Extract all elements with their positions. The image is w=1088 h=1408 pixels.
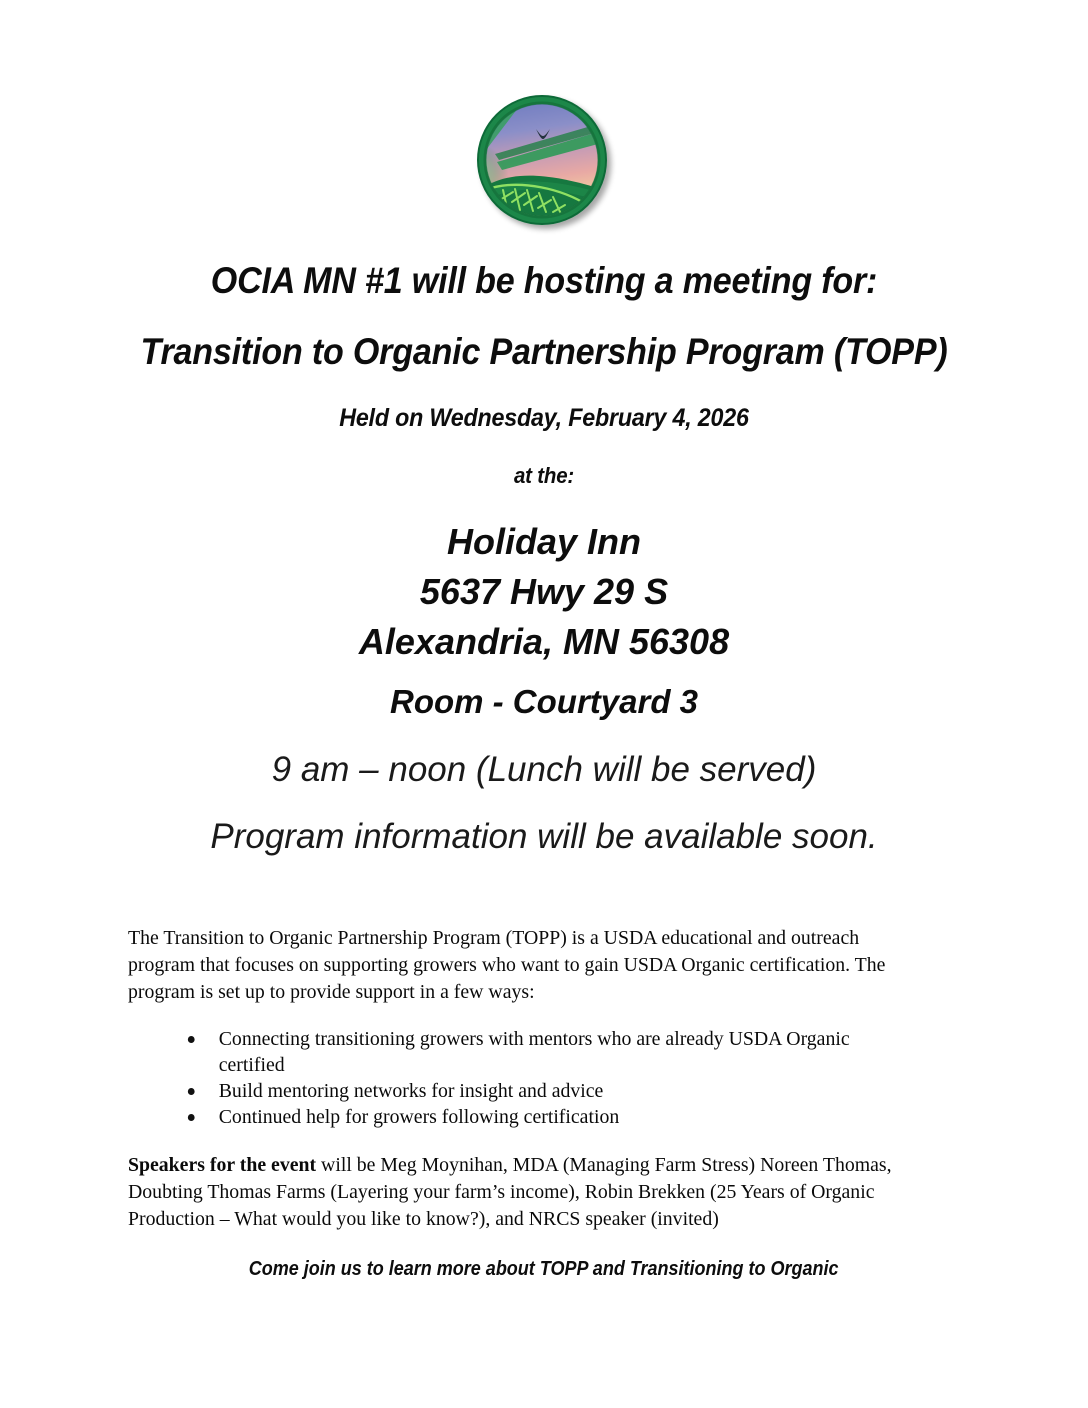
ocia-logo	[469, 88, 619, 238]
body-content	[128, 925, 940, 1233]
event-date: Held on Wednesday, February 4, 2026	[339, 404, 749, 432]
page-title-line-2: Transition to Organic Partnership Program (TOPP)	[140, 331, 948, 372]
venue-name: Holiday Inn	[446, 521, 641, 562]
venue-room: Room - Courtyard 3	[389, 683, 699, 720]
list-item: Connecting transitioning growers with mentors who are already USDA Organic certified	[184, 1026, 914, 1078]
program-availability-note: Program information will be available soon.	[210, 817, 878, 856]
list-item: Continued help for growers following certification	[184, 1104, 914, 1130]
footer-call-to-action	[0, 1258, 1088, 1281]
venue-city-state-zip: Alexandria, MN 56308	[358, 621, 730, 662]
venue-street: 5637 Hwy 29 S	[419, 571, 669, 612]
speakers-paragraph	[128, 1152, 912, 1233]
ocia-logo-graphic	[469, 88, 619, 238]
logo-scene	[469, 104, 598, 216]
intro-paragraph: The Transition to Organic Partnership Program (TOPP) is a USDA educational and outreach program that focuses on supporting growers who want to gain USDA Organic certification. The program is set up to provide support in a few ways:	[128, 927, 886, 1003]
footer-text: Come join us to learn more about TOPP and Transitioning to Organic	[249, 1258, 839, 1280]
speakers-label: Speakers for the event	[128, 1154, 317, 1176]
logo-container	[0, 88, 1088, 238]
headings-block	[0, 262, 1088, 854]
speakers-text: will be Meg Moynihan, MDA (Managing Farm Stress) Noreen Thomas, Doubting Thomas Farms (Layering your farm’s income), Robin Brekken (25 Years of Organic Production – What would you like to know?), and NRCS speaker (invited)	[128, 1154, 892, 1230]
venue-block	[0, 517, 1088, 667]
page-title-line-1: OCIA MN #1 will be hosting a meeting for:	[210, 260, 878, 301]
event-time: 9 am – noon (Lunch will be served)	[271, 750, 817, 789]
at-the-label: at the:	[513, 463, 575, 488]
support-ways-list	[128, 1026, 940, 1130]
list-item: Build mentoring networks for insight and advice	[184, 1078, 914, 1104]
